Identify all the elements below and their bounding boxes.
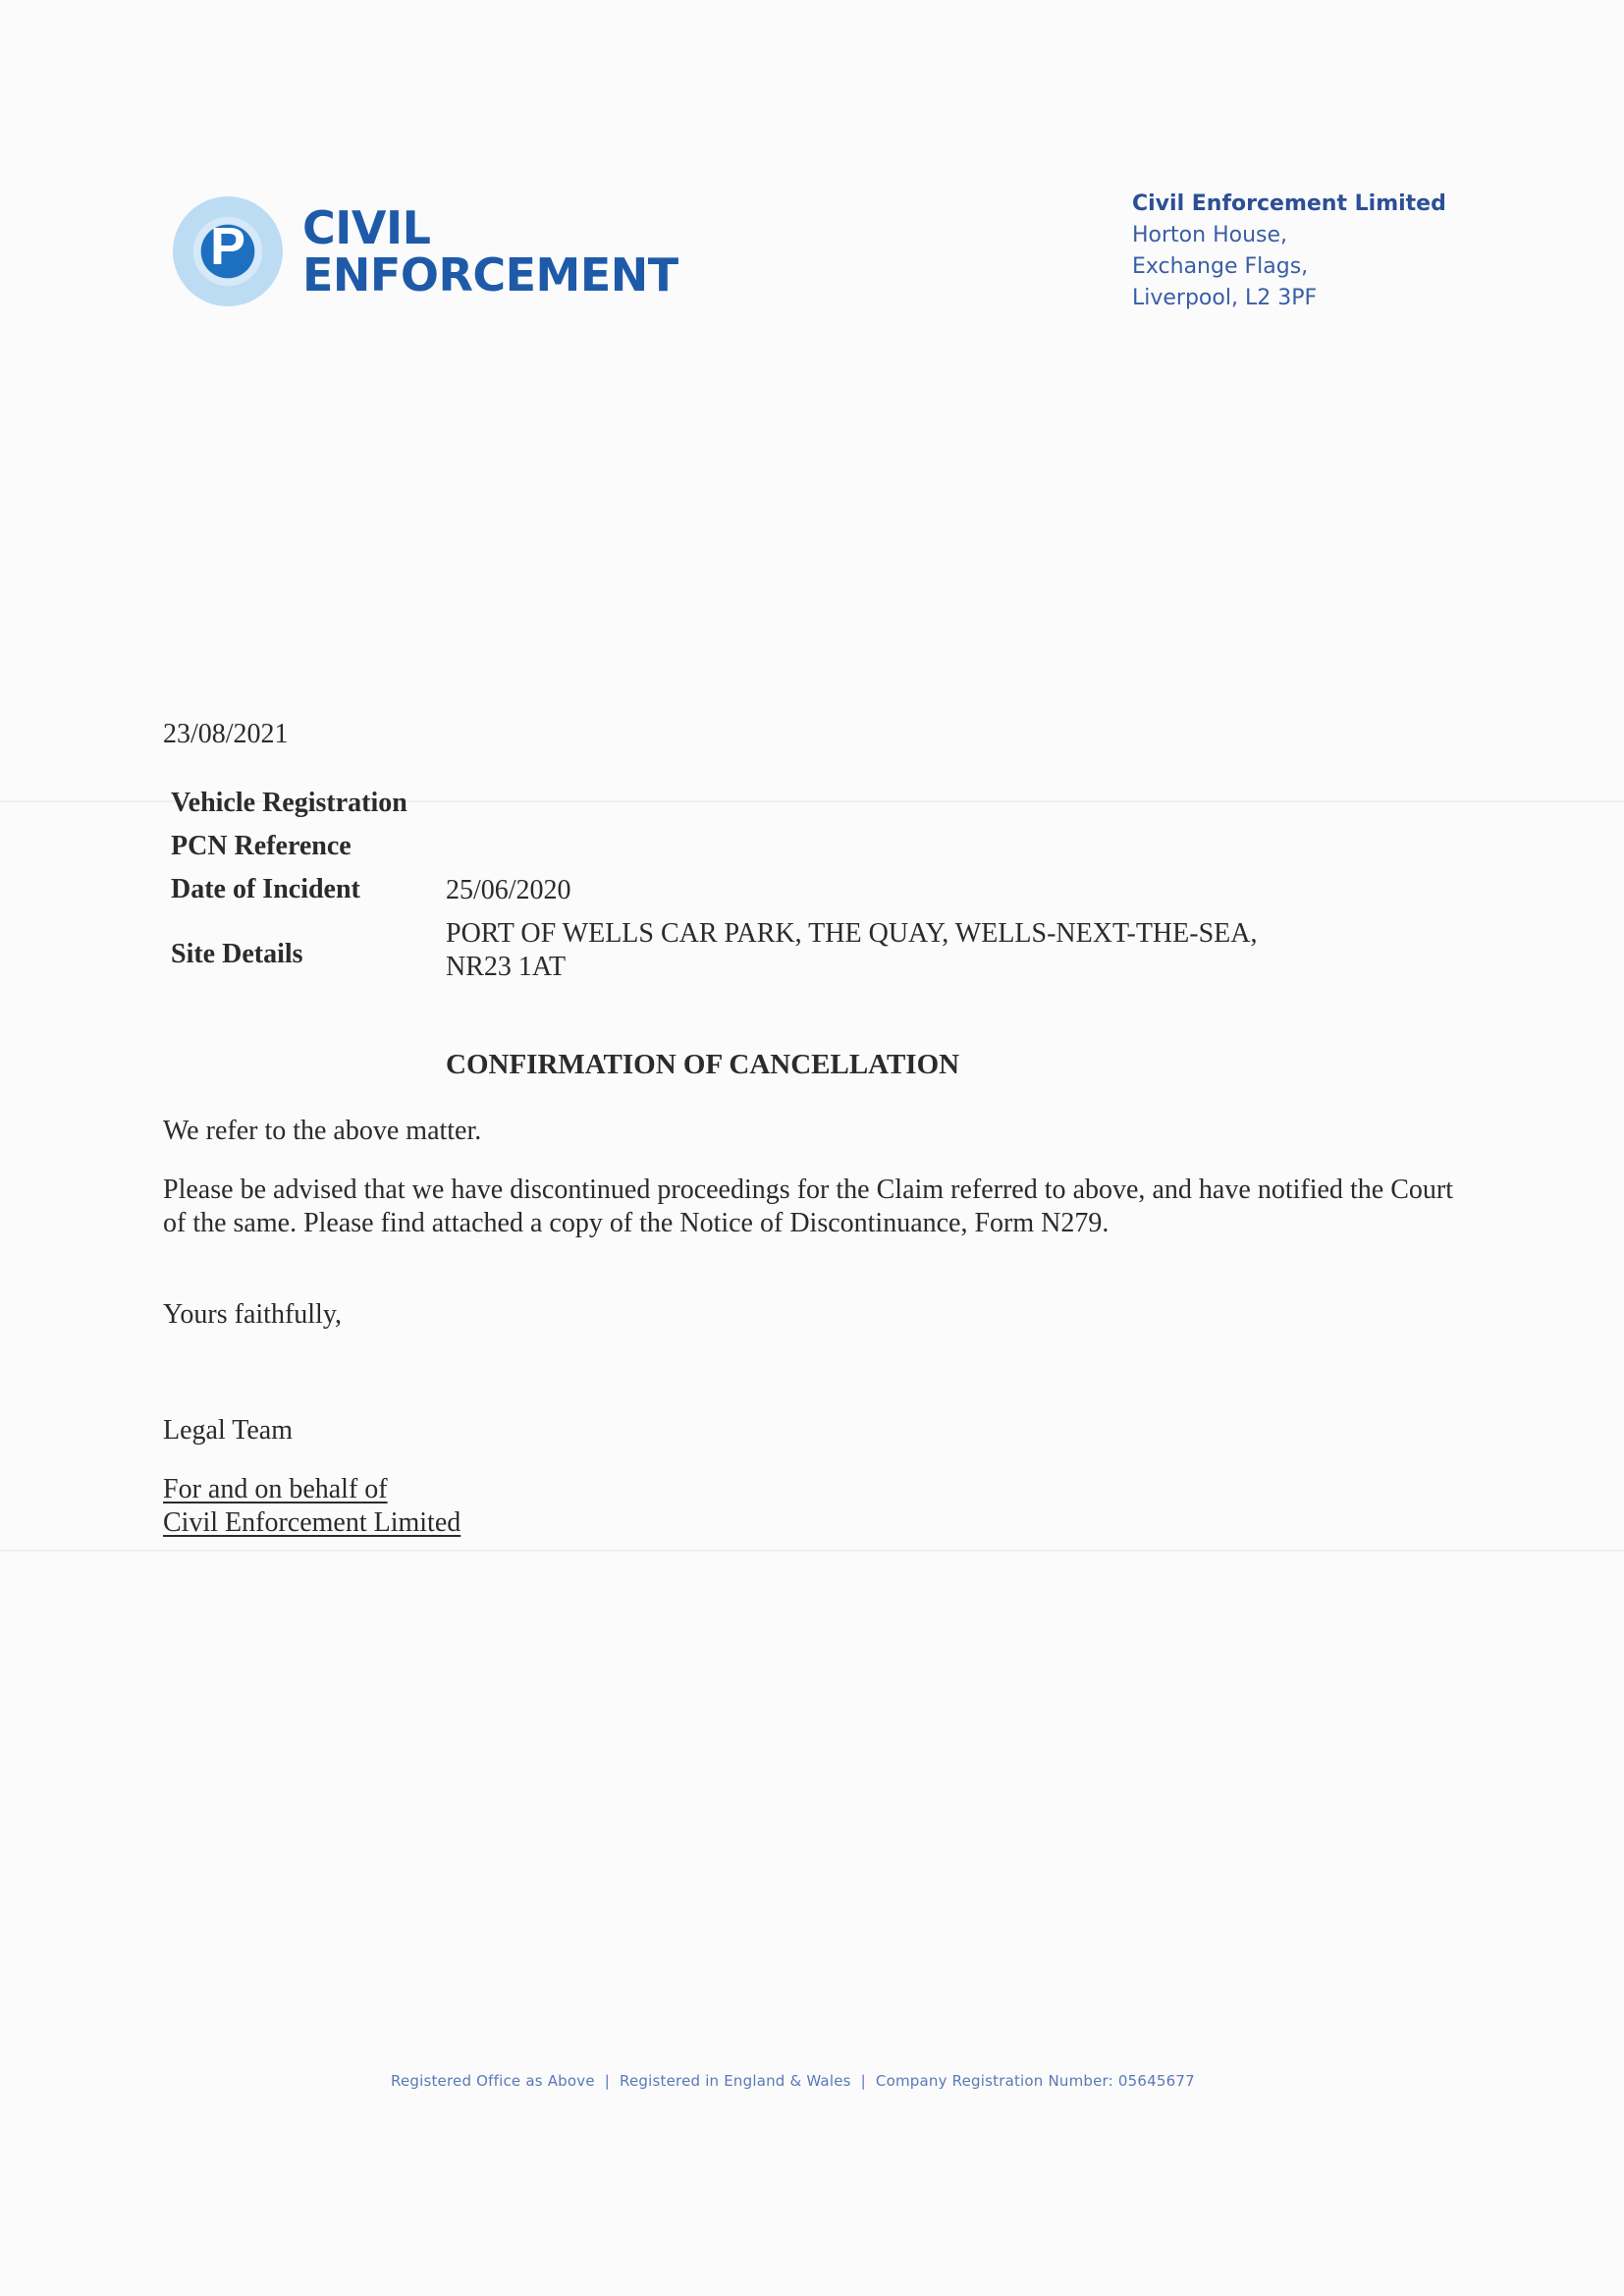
address-line: Horton House, xyxy=(1132,223,1288,247)
logo-line-1: CIVIL xyxy=(302,201,431,254)
logo-line-2: ENFORCEMENT xyxy=(302,248,678,301)
site-details-line-2: NR23 1AT xyxy=(446,952,567,982)
company-name: Civil Enforcement Limited xyxy=(1132,191,1446,216)
behalf-line-1: For and on behalf of xyxy=(163,1474,388,1504)
company-logo xyxy=(173,196,678,306)
footer-separator: | xyxy=(860,2072,866,2090)
behalf-line-2: Civil Enforcement Limited xyxy=(163,1507,461,1538)
letter-date: 23/08/2021 xyxy=(163,719,289,749)
footer-registered-office: Registered Office as Above xyxy=(391,2072,595,2090)
address-line: Liverpool, L2 3PF xyxy=(1132,286,1318,310)
paragraph-intro: We refer to the above matter. xyxy=(163,1116,482,1146)
fold-line xyxy=(0,1550,1624,1552)
address-line: Exchange Flags, xyxy=(1132,254,1309,279)
company-address xyxy=(1132,189,1446,314)
date-of-incident-value: 25/06/2020 xyxy=(446,875,571,905)
date-of-incident-label: Date of Incident xyxy=(171,874,360,904)
closing: Yours faithfully, xyxy=(163,1299,343,1330)
site-details-value xyxy=(446,917,1257,984)
parking-icon xyxy=(173,196,283,306)
site-details-label: Site Details xyxy=(171,939,303,969)
footer-registered-in: Registered in England & Wales xyxy=(620,2072,851,2090)
pcn-reference-label: PCN Reference xyxy=(171,831,352,861)
signature: Legal Team xyxy=(163,1415,294,1446)
vehicle-registration-label: Vehicle Registration xyxy=(171,788,407,818)
footer xyxy=(391,2072,1195,2090)
footer-separator: | xyxy=(604,2072,611,2090)
logo-mark-letter: P xyxy=(209,217,246,276)
letter-heading: CONFIRMATION OF CANCELLATION xyxy=(446,1049,960,1080)
footer-company-number: Company Registration Number: 05645677 xyxy=(875,2072,1195,2090)
logo-wordmark xyxy=(302,201,678,301)
paragraph-body: Please be advised that we have discontinued proceedings for the Claim referred to above, and have notified the Court of the same. Please find attached a copy of the Notice of Discontinuance, Form N279. xyxy=(163,1175,1453,1238)
on-behalf-of xyxy=(163,1473,460,1540)
site-details-line-1: PORT OF WELLS CAR PARK, THE QUAY, WELLS-NEXT-THE-SEA, xyxy=(446,918,1258,949)
